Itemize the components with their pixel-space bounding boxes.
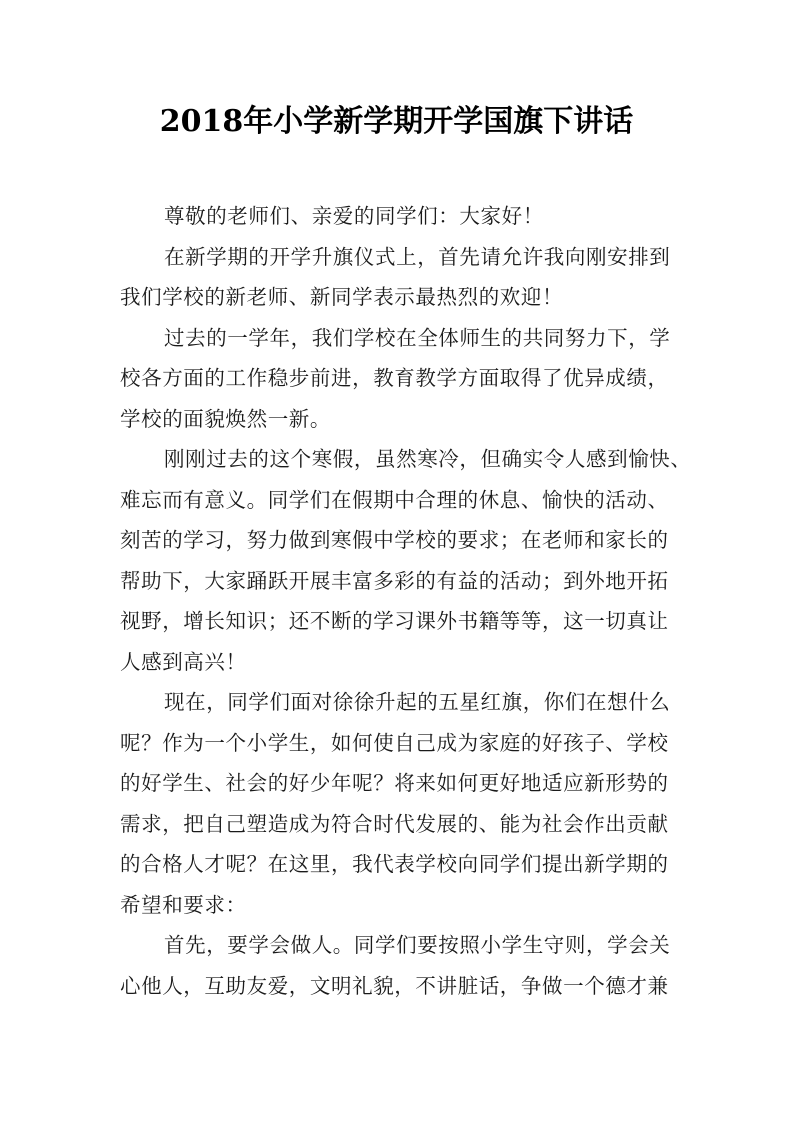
text-line: 尊敬的老师们、亲爱的同学们：大家好！	[164, 204, 544, 228]
text-line: 视野，增长知识；还不断的学习课外书籍等等，这一切真让	[120, 609, 669, 633]
document-body	[120, 196, 692, 1006]
text-line: 刻苦的学习，努力做到寒假中学校的要求；在老师和家长的	[120, 528, 669, 552]
text-line: 校各方面的工作稳步前进，教育教学方面取得了优异成绩，	[120, 366, 669, 390]
text-line: 帮助下，大家踊跃开展丰富多彩的有益的活动；到外地开拓	[120, 568, 669, 593]
text-line: 需求，把自己塑造成为符合时代发展的、能为社会作出贡献	[120, 811, 669, 836]
text-line: 人感到高兴！	[120, 649, 247, 674]
text-line: 现在，同学们面对徐徐升起的五星红旗，你们在想什么	[164, 690, 671, 714]
text-line: 学校的面貌焕然一新。	[120, 406, 331, 431]
text-line: 的合格人才呢？在这里，我代表学校向同学们提出新学期的	[120, 852, 669, 876]
text-line: 我们学校的新老师、新同学表示最热烈的欢迎！	[120, 285, 564, 309]
text-line: 呢？作为一个小学生，如何使自己成为家庭的好孩子、学校	[120, 730, 669, 755]
text-line: 刚刚过去的这个寒假，虽然寒冷，但确实令人感到愉快、	[164, 447, 692, 471]
text-line: 希望和要求：	[120, 892, 247, 917]
text-line: 的好学生、社会的好少年呢？将来如何更好地适应新形势的	[120, 771, 669, 795]
text-line: 难忘而有意义。同学们在假期中合理的休息、愉快的活动、	[120, 487, 669, 512]
document-title: 2018年小学新学期开学国旗下讲话	[159, 104, 634, 139]
text-line: 首先，要学会做人。同学们要按照小学生守则，学会关	[164, 933, 671, 957]
text-line: 过去的一学年，我们学校在全体师生的共同努力下，学	[164, 325, 671, 350]
text-line: 心他人，互助友爱，文明礼貌，不讲脏话，争做一个德才兼	[120, 973, 669, 998]
text-line: 在新学期的开学升旗仪式上，首先请允许我向刚安排到	[164, 244, 671, 269]
